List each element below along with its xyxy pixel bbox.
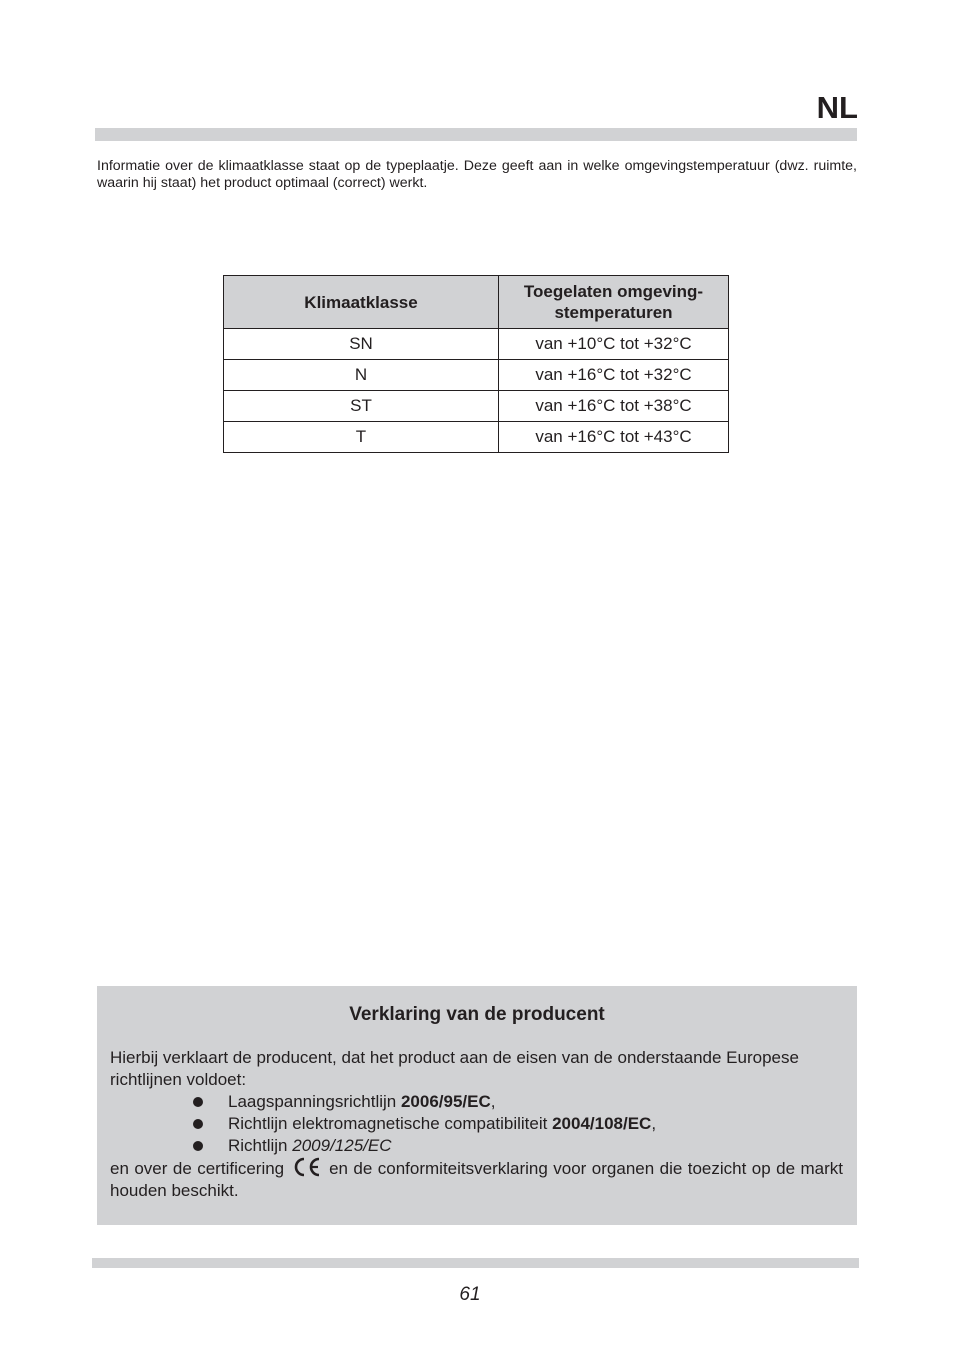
declaration-outro [110, 1157, 843, 1202]
cell-class: N [224, 360, 499, 391]
declaration-box [97, 986, 857, 1225]
cell-class: ST [224, 391, 499, 422]
table-row [224, 422, 729, 453]
bullet-icon [193, 1119, 203, 1129]
directive-suffix: , [490, 1092, 496, 1111]
directive-code: 2009/125/EC [292, 1136, 392, 1155]
intro-paragraph: Informatie over de klimaatklasse staat op de typeplaatje. Deze geeft aan in welke omgevingstemperatuur (dwz. ruimte, waarin hij staat) het product optimaal (correct) werkt. [97, 158, 857, 191]
list-item [97, 1113, 857, 1135]
table-header-row [224, 276, 729, 329]
directive-label: Richtlijn elektromagnetische compatibiliteit [228, 1114, 553, 1133]
column-header-class: Klimaatklasse [224, 276, 499, 329]
directive-code: 2004/108/EC [552, 1114, 652, 1133]
cell-class: T [224, 422, 499, 453]
column-header-temperature: Toegelaten omgeving- stemperaturen [499, 276, 729, 329]
table-row [224, 391, 729, 422]
list-item [97, 1091, 857, 1113]
table-row [224, 329, 729, 360]
outro-before: en over de certificering [110, 1159, 285, 1178]
list-item [97, 1135, 857, 1157]
declaration-title: Verklaring van de producent [349, 1004, 605, 1025]
language-code: NL [816, 90, 858, 125]
directive-label: Richtlijn [228, 1136, 293, 1155]
bullet-icon [193, 1141, 203, 1151]
climate-class-table [223, 275, 729, 453]
bullet-icon [193, 1097, 203, 1107]
declaration-intro: Hierbij verklaart de producent, dat het product aan de eisen van de onderstaande Europese richtlijnen voldoet: [110, 1048, 799, 1089]
cell-class: SN [224, 329, 499, 360]
ce-mark-icon [292, 1157, 322, 1177]
cell-range: van +16°C tot +38°C [499, 391, 729, 422]
cell-range: van +10°C tot +32°C [499, 329, 729, 360]
directive-suffix: , [651, 1114, 657, 1133]
directive-list [97, 1091, 857, 1157]
page-number: 61 [459, 1284, 481, 1305]
directive-label: Laagspanningsrichtlijn [228, 1092, 401, 1111]
cell-range: van +16°C tot +43°C [499, 422, 729, 453]
footer-rule [92, 1258, 859, 1268]
table-row [224, 360, 729, 391]
directive-code: 2006/95/EC [400, 1092, 491, 1111]
header-rule [95, 128, 857, 141]
cell-range: van +16°C tot +32°C [499, 360, 729, 391]
outro-after: en de conformiteitsverklaring voor organen die toezicht op de markt houden beschikt. [110, 1159, 843, 1200]
